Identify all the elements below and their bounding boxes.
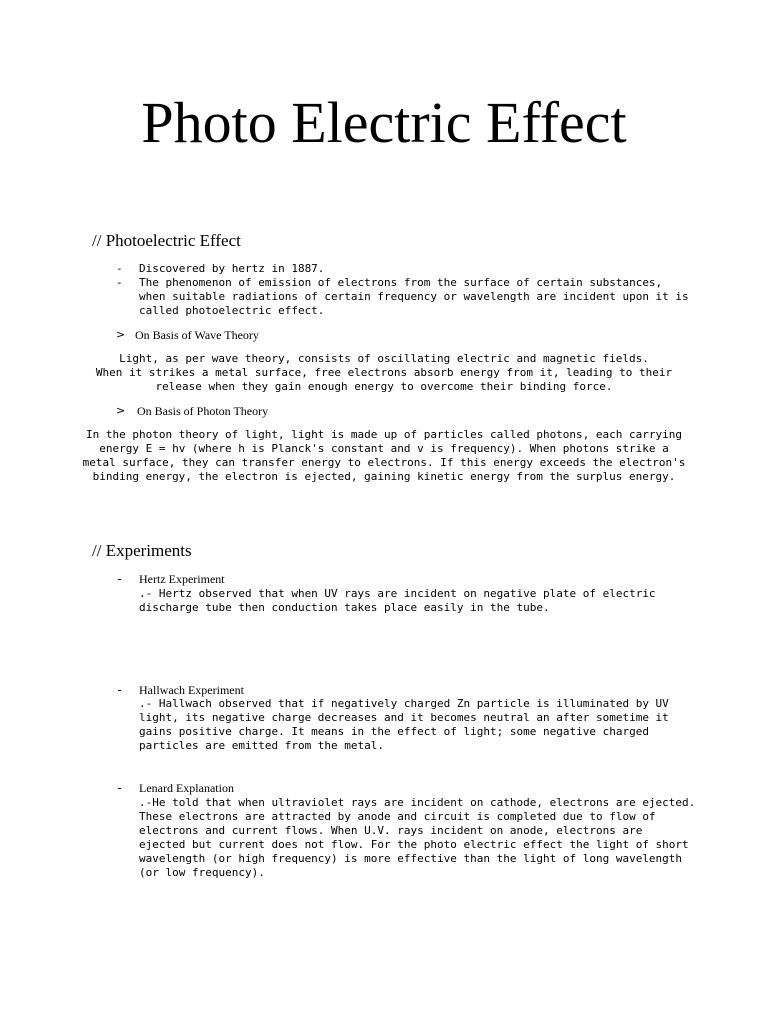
subheading-wave-theory: On Basis of Wave Theory: [135, 328, 259, 342]
paragraph-wave-theory: Light, as per wave theory, consists of oscillating electric and magnetic fields. When it strikes a metal surface, free electrons absorb energy from it, leading to their release when they gain enough energy to overcome their binding force.: [95, 352, 673, 393]
experiment-text-lenard: .-He told that when ultraviolet rays are incident on cathode, electrons are ejected. These electrons are attracted by anode and circuit is completed due to flow of electrons and current flows. When U.V. rays incident on anode, electrons are ejected but current does not flow. For the photo electric effect the light of short wavelength (or high frequency) is more effective than the light of long wavelength (or low frequency).: [139, 796, 696, 879]
experiment-heading-hallwach: Hallwach Experiment: [139, 683, 244, 697]
chevron-right-icon: >: [116, 328, 126, 341]
bullet-discovered: Discovered by hertz in 1887.: [139, 262, 325, 275]
paragraph-photon-theory: In the photon theory of light, light is made up of particles called photons, each carrying energy E = hv (where h is Planck's constant and v is frequency). When photons strike a metal surface, they can transfer energy to electrons. If this energy exceeds the electron's binding energy, the electron is ejected, gaining kinetic energy from the surplus energy.: [82, 428, 686, 483]
subheading-photon-theory: On Basis of Photon Theory: [137, 404, 269, 418]
bullet-marker: -: [116, 683, 124, 697]
experiment-text-hallwach: .- Hallwach observed that if negatively charged Zn particle is illuminated by UV light, its negative charge decreases and it becomes neutral an after sometime it gains positive charge. It means in the effect of light; some negative charged particles are emitted from the metal.: [139, 697, 669, 752]
page-title: Photo Electric Effect: [141, 90, 627, 155]
experiment-heading-lenard: Lenard Explanation: [139, 781, 234, 795]
experiment-heading-hertz: Hertz Experiment: [139, 572, 225, 586]
bullet-marker: -: [116, 276, 123, 289]
bullet-marker: -: [116, 572, 124, 586]
bullet-definition: The phenomenon of emission of electrons from the surface of certain substances, when suitable radiations of certain frequency or wavelength are incident upon it is called photoelectric effect.: [139, 276, 689, 317]
experiment-text-hertz: .- Hertz observed that when UV rays are incident on negative plate of electric discharge tube then conduction takes place easily in the tube.: [139, 587, 656, 614]
section-heading-photoelectric-effect: // Photoelectric Effect: [92, 231, 241, 250]
section-heading-experiments: // Experiments: [92, 541, 192, 560]
bullet-marker: -: [116, 781, 124, 795]
chevron-right-icon: >: [116, 404, 126, 417]
bullet-marker: -: [116, 262, 123, 275]
